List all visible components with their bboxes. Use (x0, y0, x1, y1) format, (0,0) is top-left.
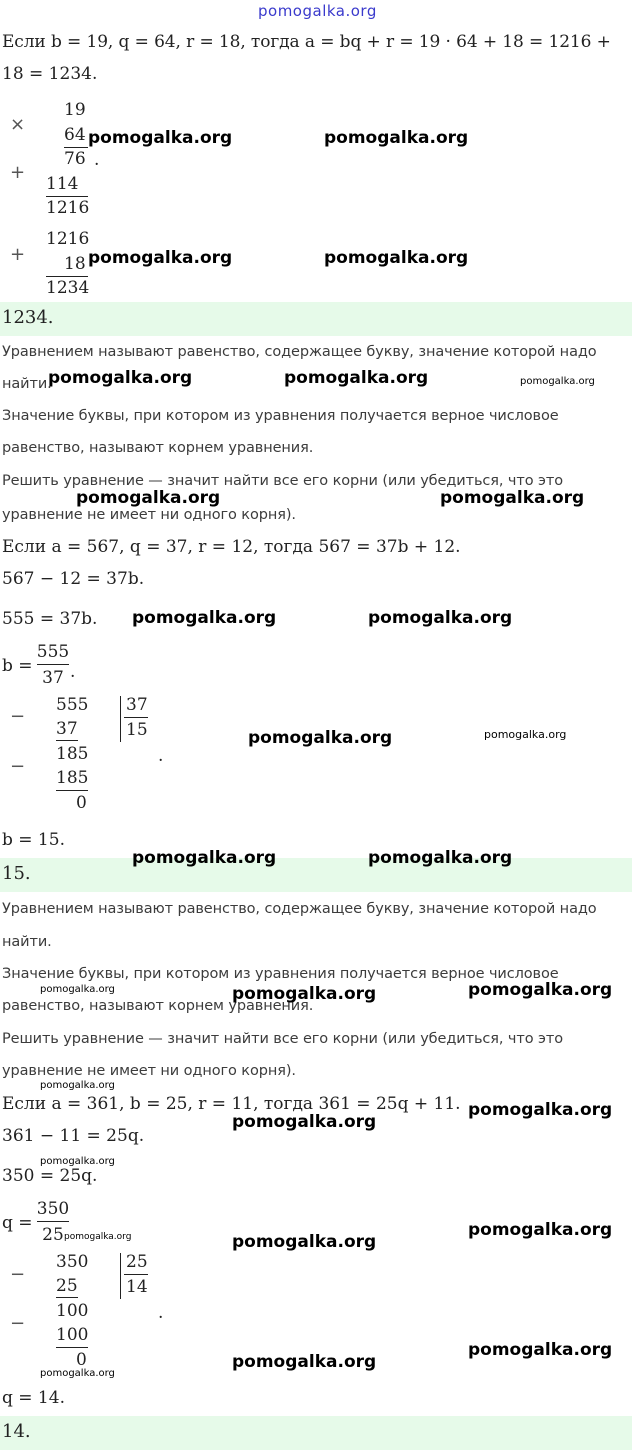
frac-lhs-3: q = (2, 1213, 33, 1233)
div2-dividend: 555 (56, 695, 89, 715)
plus-sign: + (10, 162, 26, 183)
condition-3: Если a = 361, b = 25, r = 11, тогда 361 = 25q + 11. (2, 1094, 461, 1114)
watermark: pomogalka.org (284, 368, 429, 388)
answer-2: 15. (2, 863, 31, 884)
condition-line (2, 32, 611, 52)
theory2-p2: Значение буквы, при котором из уравнения получается верное числовое (2, 966, 559, 982)
watermark: pomogalka.org (88, 248, 233, 268)
step-2-2: 555 = 37b. (2, 609, 98, 629)
theory-p2: Значение буквы, при котором из уравнения получается верное числовое (2, 408, 559, 424)
theory2-p3: Решить уравнение — значит найти все его корни (или убедиться, что это (2, 1031, 563, 1047)
div3-rem1: 100 (56, 1301, 89, 1321)
watermark: pomogalka.org (368, 608, 513, 628)
watermark-small: pomogalka.org (40, 984, 115, 995)
div2-sub2: 185 (56, 768, 89, 788)
frac-den-3: 25 (42, 1225, 64, 1245)
result-3: q = 14. (2, 1388, 65, 1408)
multiply-sign: × (10, 114, 26, 135)
div3-line2 (56, 1347, 88, 1348)
answer-3: 14. (2, 1421, 31, 1442)
mult-factor-a: 19 (64, 100, 86, 120)
answer-band-2 (0, 858, 632, 892)
site-header-logo[interactable]: pomogalka.org (258, 2, 377, 20)
minus-sign-3b: − (10, 1313, 26, 1334)
watermark: pomogalka.org (232, 1352, 377, 1372)
answer-band-3 (0, 1416, 632, 1450)
condition-text: Если b = 19, q = 64, r = 18, тогда a = bq + r = 19 · 64 + 18 = 1216 + (2, 32, 611, 52)
watermark-small: pomogalka.org (40, 1080, 115, 1091)
watermark-small: pomogalka.org (520, 376, 595, 387)
dot: . (94, 150, 100, 170)
frac-bar-3 (37, 1221, 69, 1222)
watermark-small: pomogalka.org (40, 1368, 115, 1379)
dot-div2: . (158, 746, 164, 766)
step-3-2: 350 = 25q. (2, 1166, 98, 1186)
watermark: pomogalka.org (248, 728, 393, 748)
watermark: pomogalka.org (232, 1112, 377, 1132)
div3-divisor: 25 (126, 1252, 148, 1272)
div3-sub1: 25 (56, 1276, 78, 1296)
div2-rem2: 0 (76, 793, 87, 813)
watermark: pomogalka.org (468, 1100, 613, 1120)
theory2-p1: Уравнением называют равенство, содержащее букву, значение которой надо (2, 901, 597, 917)
watermark: pomogalka.org (324, 128, 469, 148)
watermark-small: pomogalka.org (40, 1156, 115, 1167)
mult-factor-b: 64 (64, 125, 86, 145)
theory2-p1-cont: найти. (2, 934, 52, 950)
frac-den-2: 37 (42, 668, 64, 688)
answer-1: 1234. (2, 307, 54, 328)
theory2-p2-cont: равенство, называют корнем уравнения. (2, 998, 314, 1014)
add-term-b: 18 (64, 254, 86, 274)
answer-band-1 (0, 302, 632, 336)
step-3-1: 361 − 11 = 25q. (2, 1126, 145, 1146)
watermark-small: pomogalka.org (64, 1232, 132, 1242)
condition-2: Если a = 567, q = 37, r = 12, тогда 567 = 37b + 12. (2, 537, 461, 557)
minus-sign-2b: − (10, 756, 26, 777)
div2-sub1: 37 (56, 719, 78, 739)
div3-bracket-line (124, 1274, 148, 1275)
add-sum: 1234 (46, 278, 90, 298)
div2-bracket-line (124, 717, 148, 718)
watermark: pomogalka.org (88, 128, 233, 148)
theory-p1: Уравнением называют равенство, содержащее букву, значение которой надо (2, 344, 597, 360)
watermark: pomogalka.org (324, 248, 469, 268)
div2-quotient: 15 (126, 720, 148, 740)
div3-rem2: 0 (76, 1350, 87, 1370)
add-term-a: 1216 (46, 229, 90, 249)
div3-line1 (56, 1297, 78, 1298)
frac-num-2: 555 (36, 642, 70, 662)
watermark: pomogalka.org (468, 1220, 613, 1240)
theory2-p3-cont: уравнение не имеет ни одного корня). (2, 1063, 296, 1079)
div2-divisor: 37 (126, 695, 148, 715)
minus-sign-2a: − (10, 706, 26, 727)
plus-sign-2: + (10, 244, 26, 265)
theory-p1-cont: найти. (2, 376, 52, 392)
div2-bracket (120, 696, 121, 742)
frac-bar-2 (37, 664, 69, 665)
div2-rem1: 185 (56, 744, 89, 764)
step-2-1: 567 − 12 = 37b. (2, 569, 145, 589)
mult-partial-2: 114 (46, 174, 79, 194)
watermark: pomogalka.org (132, 848, 277, 868)
frac-num-3: 350 (36, 1199, 70, 1219)
watermark: pomogalka.org (468, 1340, 613, 1360)
div2-line2 (56, 790, 88, 791)
div3-quotient: 14 (126, 1277, 148, 1297)
watermark: pomogalka.org (232, 984, 377, 1004)
minus-sign-3a: − (10, 1264, 26, 1285)
condition-continuation: 18 = 1234. (2, 64, 98, 84)
watermark: pomogalka.org (440, 488, 585, 508)
watermark: pomogalka.org (368, 848, 513, 868)
theory-p2-cont: равенство, называют корнем уравнения. (2, 440, 314, 456)
theory-p3: Решить уравнение — значит найти все его корни (или убедиться, что это (2, 473, 563, 489)
watermark: pomogalka.org (232, 1232, 377, 1252)
watermark: pomogalka.org (468, 980, 613, 1000)
theory-p3-cont: уравнение не имеет ни одного корня). (2, 507, 296, 523)
mult-partial-1: 76 (64, 149, 86, 169)
watermark: pomogalka.org (132, 608, 277, 628)
mult-sum: 1216 (46, 198, 90, 218)
div3-sub2: 100 (56, 1325, 89, 1345)
watermark: pomogalka.org (48, 368, 193, 388)
frac-lhs-2: b = (2, 656, 33, 676)
watermark: pomogalka.org (76, 488, 221, 508)
watermark-small: pomogalka.org (484, 728, 567, 741)
dot-2: . (70, 662, 76, 682)
dot-div3: . (158, 1303, 164, 1323)
div3-dividend: 350 (56, 1252, 89, 1272)
div3-bracket (120, 1253, 121, 1299)
result-2: b = 15. (2, 830, 65, 850)
div2-line1 (56, 740, 78, 741)
